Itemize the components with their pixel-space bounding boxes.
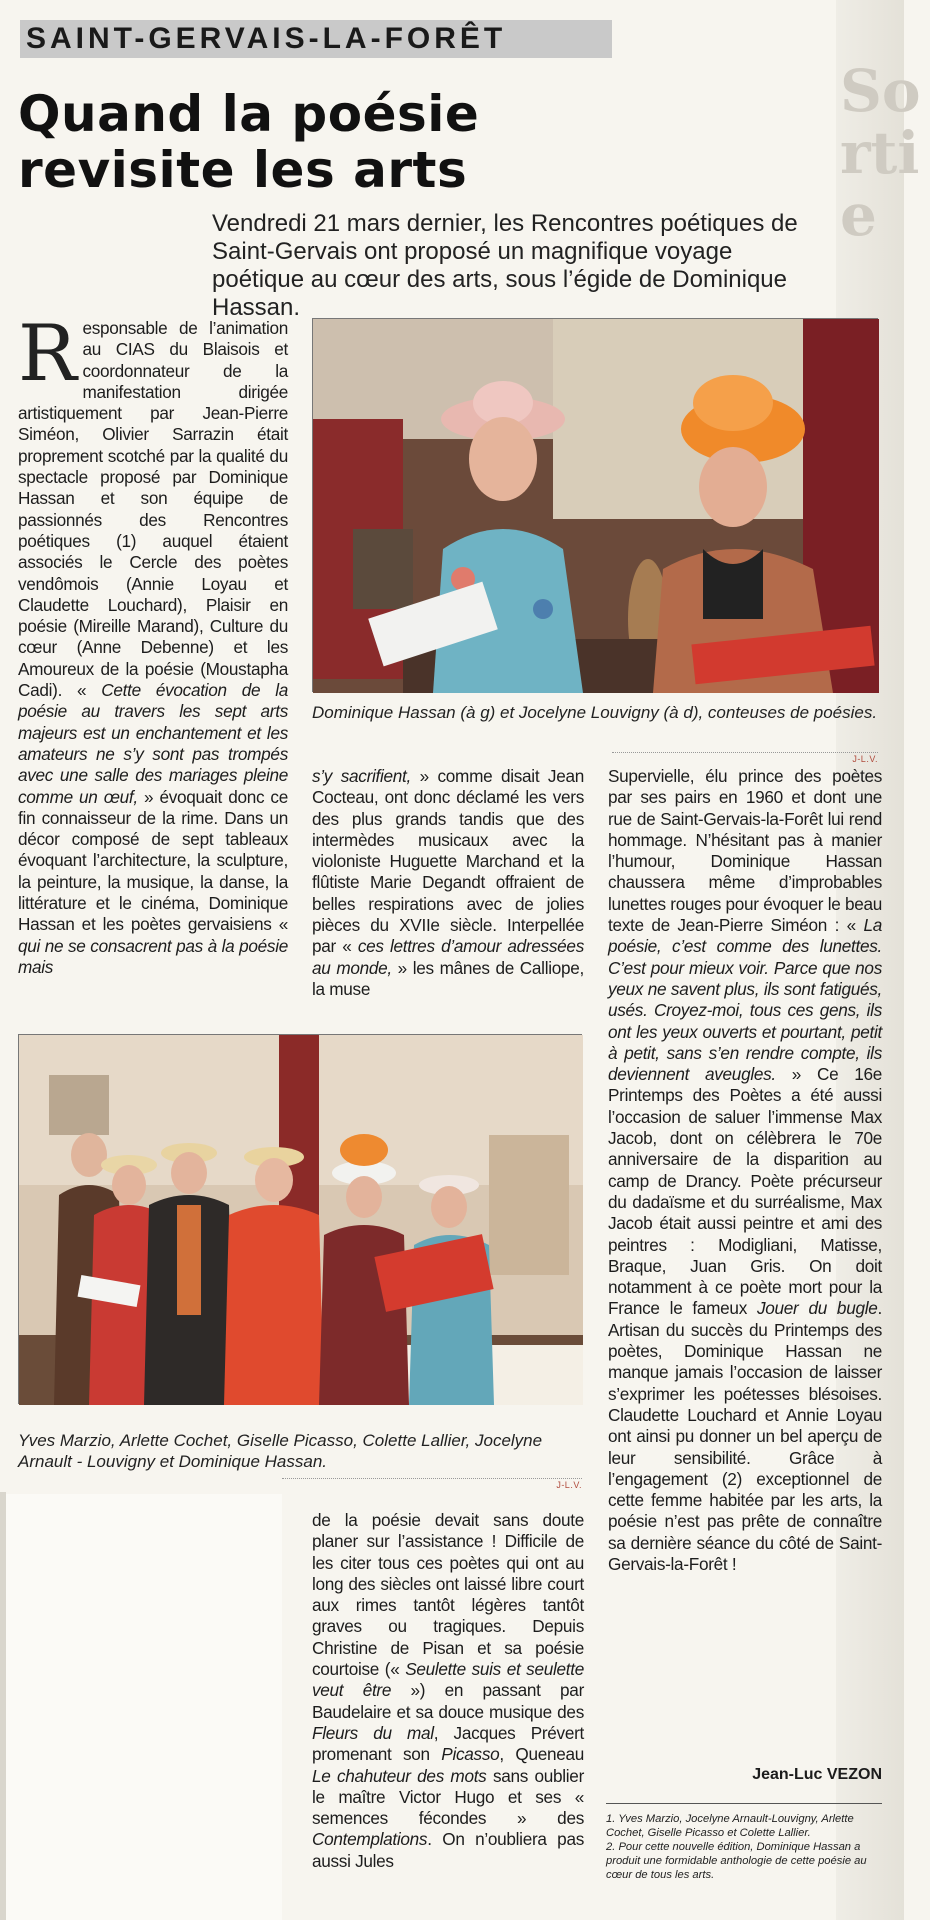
photo-group [18, 1034, 582, 1404]
article-column-2 [312, 766, 584, 1000]
col2b-text-4: , Queneau [499, 1744, 584, 1765]
col2b-title-2: Picasso [441, 1744, 500, 1765]
col2b-title-3: Le chahuteur des mots [312, 1765, 487, 1786]
photo-caption-1: Dominique Hassan (à g) et Jocelyne Louvigny (à d), conteuses de poésies. [312, 703, 878, 722]
headline-line-1: Quand la poésie [18, 85, 480, 143]
col2b-text-2: ») en passant par Baudelaire et sa douce musique des [312, 1680, 584, 1722]
col2-quote-2: ces lettres d’amour adressées au monde, [312, 936, 584, 978]
headline-line-2: revisite les arts [18, 141, 468, 199]
col2b-text: de la poésie devait sans doute planer sur l’assistance ! Difficile de les citer tous ces poètes qui ont au long des siècles ont laissé libre court aux rimes tantôt légères tantôt graves ou tragiques. Depuis Christine de Pisan et sa poésie courtoise (« [312, 1510, 584, 1680]
col2b-text-6: . On n’oubliera pas aussi Jules [312, 1829, 584, 1871]
photo-credit-1: J-L.V. [612, 752, 878, 764]
drop-cap: R [18, 309, 77, 399]
author-signature: Jean-Luc VEZON [752, 1766, 882, 1783]
article-column-3 [608, 766, 882, 1575]
col2-quote: s’y sacrifient, [312, 766, 411, 786]
footnote-2: 2. Pour cette nouvelle édition, Dominique Hassan a produit une formidable anthologie de cette poésie au cœur de tous les arts. [606, 1841, 867, 1881]
article-column-2-continued [312, 1510, 584, 1872]
section-label: SAINT-GERVAIS-LA-FORÊT [20, 20, 612, 58]
col2b-quote: Seulette suis et seulette veut être [312, 1659, 584, 1701]
blank-area [6, 1494, 282, 1920]
col1-text-2: » évoquait donc ce fin connaisseur de la rime. Dans un décor composé de sept tableaux évoquant l’architecture, la sculpture, la peinture, la musique, la danse, la littérature et le cinéma, Dominique Hassan et les poètes gervaisiens « [18, 786, 288, 935]
footnote-1: 1. Yves Marzio, Jocelyne Arnault-Louvigny, Arlette Cochet, Giselle Picasso et Colette Lallier. [606, 1813, 854, 1839]
photo-credit-2: J-L.V. [282, 1478, 582, 1490]
photo-group-image [19, 1035, 583, 1405]
col1-quote: Cette évocation de la poésie au travers les sept arts majeurs est un enchantement et les amateurs ne s’y sont pas trompés avec une salle des mariages pleine comme un œuf, [18, 680, 288, 807]
photo-caption-2: Yves Marzio, Arlette Cochet, Giselle Picasso, Colette Lallier, Jocelyne Arnault - Louvigny et Dominique Hassan. [18, 1431, 543, 1471]
photo-storytellers-image [313, 319, 879, 693]
col3-text: Supervielle, élu prince des poètes par ses pairs en 1960 et dont une rue de Saint-Gervais-la-Forêt lui rend hommage. N’hésitant pas à manier l’humour, Dominique Hassan chaussera même d’improbables lunettes rouges pour évoquer le beau texte de Jean-Pierre Siméon : « [608, 766, 882, 936]
col3-title: Jouer du bugle [756, 1298, 878, 1319]
article-lead: Vendredi 21 mars dernier, les Rencontres poétiques de Saint-Gervais ont proposé un magnifique voyage poétique au cœur des arts, sous l’égide de Dominique Hassan. [212, 210, 798, 321]
headline [18, 86, 578, 198]
col2b-text-3: , Jacques Prévert promenant son [312, 1722, 585, 1765]
col1-text: esponsable de l’animation au CIAS du Blaisois et coordonnateur de la manifestation dirigée artistiquement par Jean-Pierre Siméon, Olivier Sarrazin était proprement scotché par la qualité du spectacle proposé par Dominique Hassan et son équipe de passionnés des Rencontres poétiques (1) auquel étaient associés le Cercle des poètes vendômois (Annie Loyau et Claudette Louchard), Plaisir en poésie (Mireille Marand), Culture du cœur (Anne Debenne) et les Amoureux de la poésie (Moustapha Cadi). « [18, 318, 288, 701]
adjacent-page-edge: Sortie [836, 0, 904, 1920]
col3-quote: La poésie, c’est comme des lunettes. C’est pour mieux voir. Parce que nos yeux ne savent plus, ils sont fatigués, usés. Croyez-moi, tous ces gens, ils ont les yeux ouverts et pourtant, petit à petit, sans s’en rendre compte, ils deviennent aveugles. [608, 915, 882, 1085]
col2b-title-4: Contemplations [312, 1829, 428, 1850]
col3-text-3: . Artisan du succès du Printemps des poètes, Dominique Hassan ne manque jamais l’occasion de laisser s’exprimer les poétesses blésoises. Claudette Louchard et Annie Loyau ont ainsi pu donner un bel aperçu de leur sensibilité. Grâce à l’engagement (2) exceptionnel de cette femme habitée par les arts, la poésie n’est pas prête de connaître sa dernière séance du côté de Saint-Gervais-la-Forêt ! [608, 1298, 882, 1574]
col2-text: » comme disait Jean Cocteau, ont donc déclamé les vers des plus grands tandis que des intermèdes musicaux avec la violoniste Huguette Marchand et la flûtiste Marie Degandt offraient de belles respirations avec de jolies pièces du XVIIe siècle. Interpellée par « [312, 766, 584, 957]
footnotes [606, 1803, 882, 1882]
col2b-text-5: sans oublier le maître Victor Hugo et ses « semences fécondes » des [312, 1765, 584, 1829]
col2-text-2: » les mânes de Calliope, la muse [312, 957, 584, 999]
col2b-title-1: Fleurs du mal [312, 1722, 434, 1743]
col1-quote-2: qui ne se consacrent pas à la poésie mais [18, 935, 288, 977]
photo-storytellers [312, 318, 878, 692]
article-column-1 [18, 309, 288, 978]
col3-text-2: » Ce 16e Printemps des Poètes a été aussi l’occasion de saluer l’immense Max Jacob, dont on célèbrera le 70e anniversaire de la disparition au camp de Drancy. Poète précurseur du dadaïsme et du surréalisme, Max Jacob était aussi peintre et ami des peintres : Modigliani, Matisse, Braque, Juan Gris. On doit notamment à ce poète mort pour la France le fameux [608, 1064, 883, 1319]
